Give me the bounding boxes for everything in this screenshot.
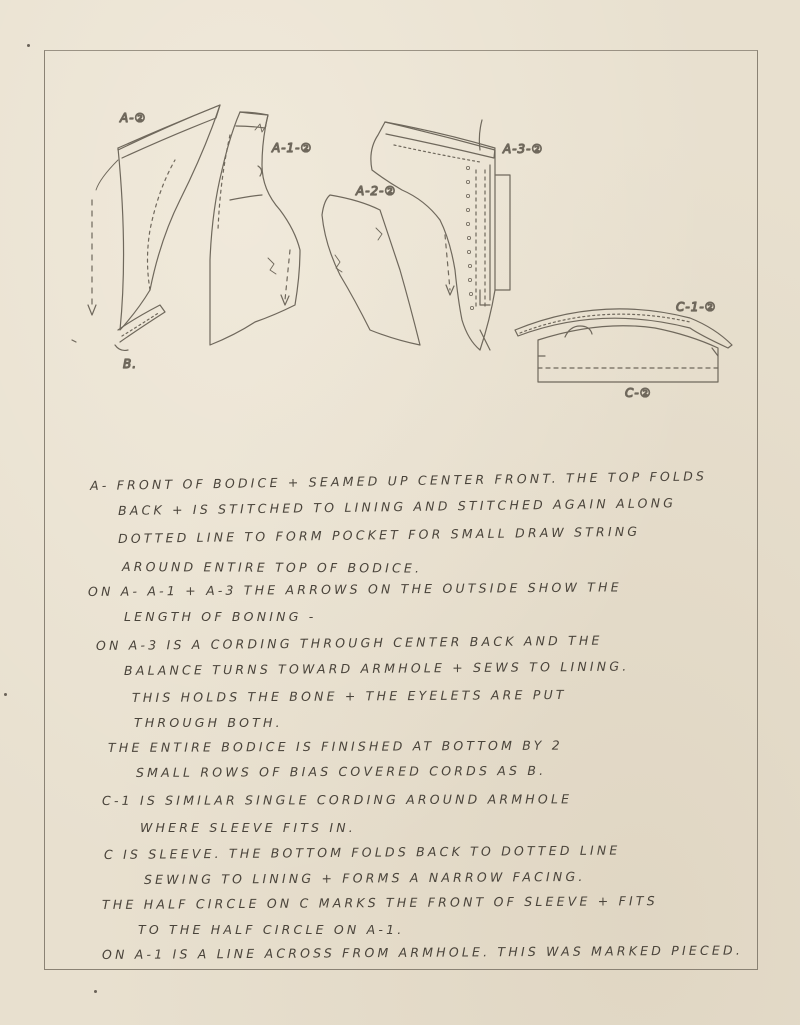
note-line-14: WHERE SLEEVE FITS IN. bbox=[140, 820, 356, 835]
label-a2-2: A-2-② bbox=[356, 184, 397, 198]
note-line-18: TO THE HALF CIRCLE ON A-1. bbox=[138, 922, 405, 937]
label-a2: A-② bbox=[120, 111, 147, 125]
note-line-9: THIS HOLDS THE BONE + THE EYELETS ARE PUT bbox=[131, 686, 567, 705]
note-line-11: THE ENTIRE BODICE IS FINISHED AT BOTTOM BY 2 bbox=[107, 737, 563, 755]
label-c-2: C-② bbox=[625, 386, 652, 400]
note-line-13: C-1 IS SIMILAR SINGLE CORDING AROUND ARMHOLE bbox=[101, 791, 573, 808]
note-line-6: LENGTH OF BONING - bbox=[124, 609, 317, 624]
label-b: B. bbox=[123, 357, 138, 371]
note-line-2: BACK + IS STITCHED TO LINING AND STITCHED AGAIN ALONG bbox=[117, 495, 677, 518]
note-line-5: ON A- A-1 + A-3 THE ARROWS ON THE OUTSIDE SHOW THE bbox=[87, 579, 622, 599]
note-line-3: DOTTED LINE TO FORM POCKET FOR SMALL DRAW STRING bbox=[117, 523, 641, 546]
note-line-1: A- FRONT OF BODICE + SEAMED UP CENTER FRONT. THE TOP FOLDS bbox=[89, 468, 708, 493]
note-line-16: SEWING TO LINING + FORMS A NARROW FACING. bbox=[143, 868, 586, 887]
note-line-12: SMALL ROWS OF BIAS COVERED CORDS AS B. bbox=[135, 762, 547, 780]
note-line-7: ON A-3 IS A CORDING THROUGH CENTER BACK AND THE bbox=[95, 632, 603, 653]
note-line-10: THROUGH BOTH. bbox=[134, 715, 283, 730]
label-c1-2: C-1-② bbox=[676, 300, 717, 314]
label-a3-2: A-3-② bbox=[503, 142, 544, 156]
note-line-19: ON A-1 IS A LINE ACROSS FROM ARMHOLE. THIS WAS MARKED PIECED. bbox=[101, 942, 744, 962]
label-a1-2: A-1-② bbox=[272, 141, 313, 155]
note-line-15: C IS SLEEVE. THE BOTTOM FOLDS BACK TO DOTTED LINE bbox=[103, 842, 621, 862]
note-line-17: THE HALF CIRCLE ON C MARKS THE FRONT OF SLEEVE + FITS bbox=[101, 893, 658, 912]
note-line-4: AROUND ENTIRE TOP OF BODICE. bbox=[121, 559, 423, 576]
note-line-8: BALANCE TURNS TOWARD ARMHOLE + SEWS TO LINING. bbox=[123, 658, 630, 678]
